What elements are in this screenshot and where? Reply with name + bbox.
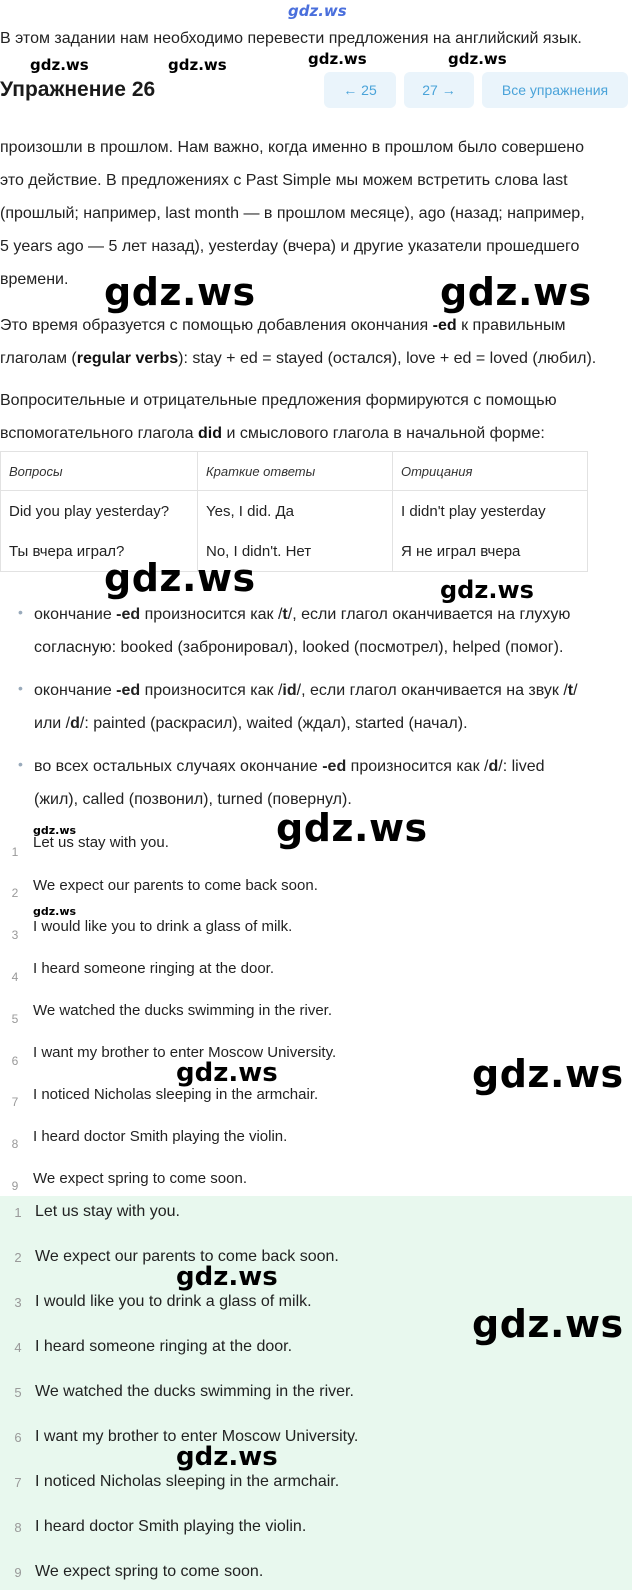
watermark: gdz.ws — [448, 50, 507, 68]
answer-item: We expect our parents to come back soon. — [35, 1248, 339, 1265]
bullet-icon: • — [18, 756, 23, 772]
answer-number: 2 — [14, 1250, 22, 1265]
answer-number: 3 — [14, 1295, 22, 1310]
answer-item: I heard doctor Smith playing the violin. — [35, 1518, 307, 1535]
sentence-item: I heard someone ringing at the door. — [33, 960, 274, 977]
table-cell: No, I didn't. Нет — [198, 531, 393, 572]
bullet-item: во всех остальных случаях окончание -ed произносится как /d/: lived (жил), called (позвонил), turned (повернул). — [34, 758, 545, 808]
next-exercise-button[interactable]: 27 → — [404, 72, 474, 108]
table-header: Отрицания — [393, 452, 588, 491]
answer-item: I would like you to drink a glass of milk. — [35, 1293, 312, 1310]
watermark: gdz.ws — [440, 576, 534, 604]
sentence-number: 8 — [11, 1137, 19, 1151]
table-header: Вопросы — [1, 452, 198, 491]
sentence-item: I heard doctor Smith playing the violin. — [33, 1128, 288, 1145]
formation-paragraph: Это время образуется с помощью добавления окончания -ed к правильным глаголам (regular verbs): stay + ed = stayed (остался), love + ed = loved (любил). — [0, 317, 597, 367]
watermark: gdz.ws — [104, 270, 256, 314]
watermark: gdz.ws — [176, 1058, 278, 1088]
sentence-number: 7 — [11, 1095, 19, 1109]
bullet-item: окончание -ed произносится как /id/, если глагол оканчивается на звук /t/ или /d/: painted (раскрасил), waited (ждал), started (начал). — [34, 682, 578, 732]
all-exercises-button[interactable]: Все упражнения — [482, 72, 628, 108]
sentence-number: 9 — [11, 1179, 19, 1193]
sentence-number: 1 — [11, 845, 19, 859]
questions-paragraph: Вопросительные и отрицательные предложения формируются с помощью вспомогательного глагола did и смыслового глагола в начальной форме: — [0, 392, 557, 442]
prev-exercise-button[interactable]: ← 25 — [324, 72, 396, 108]
table-header: Краткие ответы — [198, 452, 393, 491]
bullet-icon: • — [18, 680, 23, 696]
sentence-item: We watched the ducks swimming in the river. — [33, 1002, 333, 1019]
watermark: gdz.ws — [33, 824, 77, 837]
sentence-item: I would like you to drink a glass of milk. — [33, 918, 293, 935]
sentence-number: 3 — [11, 928, 19, 942]
table-cell: I didn't play yesterday — [393, 491, 588, 532]
answer-number: 9 — [14, 1565, 22, 1580]
table-cell: Я не играл вчера — [393, 531, 588, 572]
sentence-number: 4 — [11, 970, 19, 984]
watermark: gdz.ws — [276, 806, 428, 850]
watermark: gdz.ws — [308, 50, 367, 68]
sentence-number: 6 — [11, 1054, 19, 1068]
bullet-item: окончание -ed произносится как /t/, если глагол оканчивается на глухую согласную: booked (забронировал), looked (посмотрел), helped (помог). — [34, 606, 571, 656]
watermark: gdz.ws — [30, 56, 89, 74]
answer-item: We watched the ducks swimming in the river. — [35, 1383, 354, 1400]
answer-number: 7 — [14, 1475, 22, 1490]
sentence-item: Let us stay with you. — [33, 834, 169, 851]
sentence-item: I noticed Nicholas sleeping in the armchair. — [33, 1086, 319, 1103]
answer-item: I noticed Nicholas sleeping in the armchair. — [35, 1473, 340, 1490]
theory-paragraph: произошли в прошлом. Нам важно, когда именно в прошлом было совершено это действие. В предложениях с Past Simple мы можем встретить слова last (прошлый; например, last month — в прошлом месяце), ago (назад; например, 5 years ago — 5 лет назад), yesterday (вчера) и другие указатели прошедшего времени. — [0, 139, 585, 288]
page-title: Упражнение 26 — [0, 78, 156, 101]
table-row — [1, 531, 588, 572]
answer-item: I heard someone ringing at the door. — [35, 1338, 293, 1355]
sentence-number: 2 — [11, 886, 19, 900]
watermark: gdz.ws — [472, 1052, 624, 1096]
bullet-icon: • — [18, 604, 23, 620]
watermark: gdz.ws — [472, 1302, 624, 1346]
watermark: gdz.ws — [176, 1262, 278, 1292]
answer-number: 4 — [14, 1340, 22, 1355]
answer-item: Let us stay with you. — [35, 1203, 180, 1220]
watermark: gdz.ws — [176, 1442, 278, 1472]
answer-number: 6 — [14, 1430, 22, 1445]
table-cell: Did you play yesterday? — [1, 491, 198, 532]
table-cell: Ты вчера играл? — [1, 531, 198, 572]
sentence-item: We expect our parents to come back soon. — [33, 877, 318, 894]
table-row — [1, 491, 588, 532]
answer-number: 5 — [14, 1385, 22, 1400]
site-logo[interactable]: gdz.ws — [288, 2, 347, 20]
answer-item: We expect spring to come soon. — [35, 1563, 264, 1580]
sentence-item: I want my brother to enter Moscow University. — [33, 1044, 337, 1061]
table-cell: Yes, I did. Да — [198, 491, 393, 532]
answer-number: 8 — [14, 1520, 22, 1535]
sentence-item: We expect spring to come soon. — [33, 1170, 247, 1187]
watermark: gdz.ws — [440, 270, 592, 314]
watermark: gdz.ws — [33, 905, 77, 918]
grammar-table — [0, 451, 588, 572]
answer-number: 1 — [14, 1205, 22, 1220]
intro-text: В этом задании нам необходимо перевести предложения на английский язык. — [0, 30, 582, 47]
watermark: gdz.ws — [104, 556, 256, 600]
watermark: gdz.ws — [168, 56, 227, 74]
answer-item: I want my brother to enter Moscow University. — [35, 1428, 359, 1445]
sentence-number: 5 — [11, 1012, 19, 1026]
